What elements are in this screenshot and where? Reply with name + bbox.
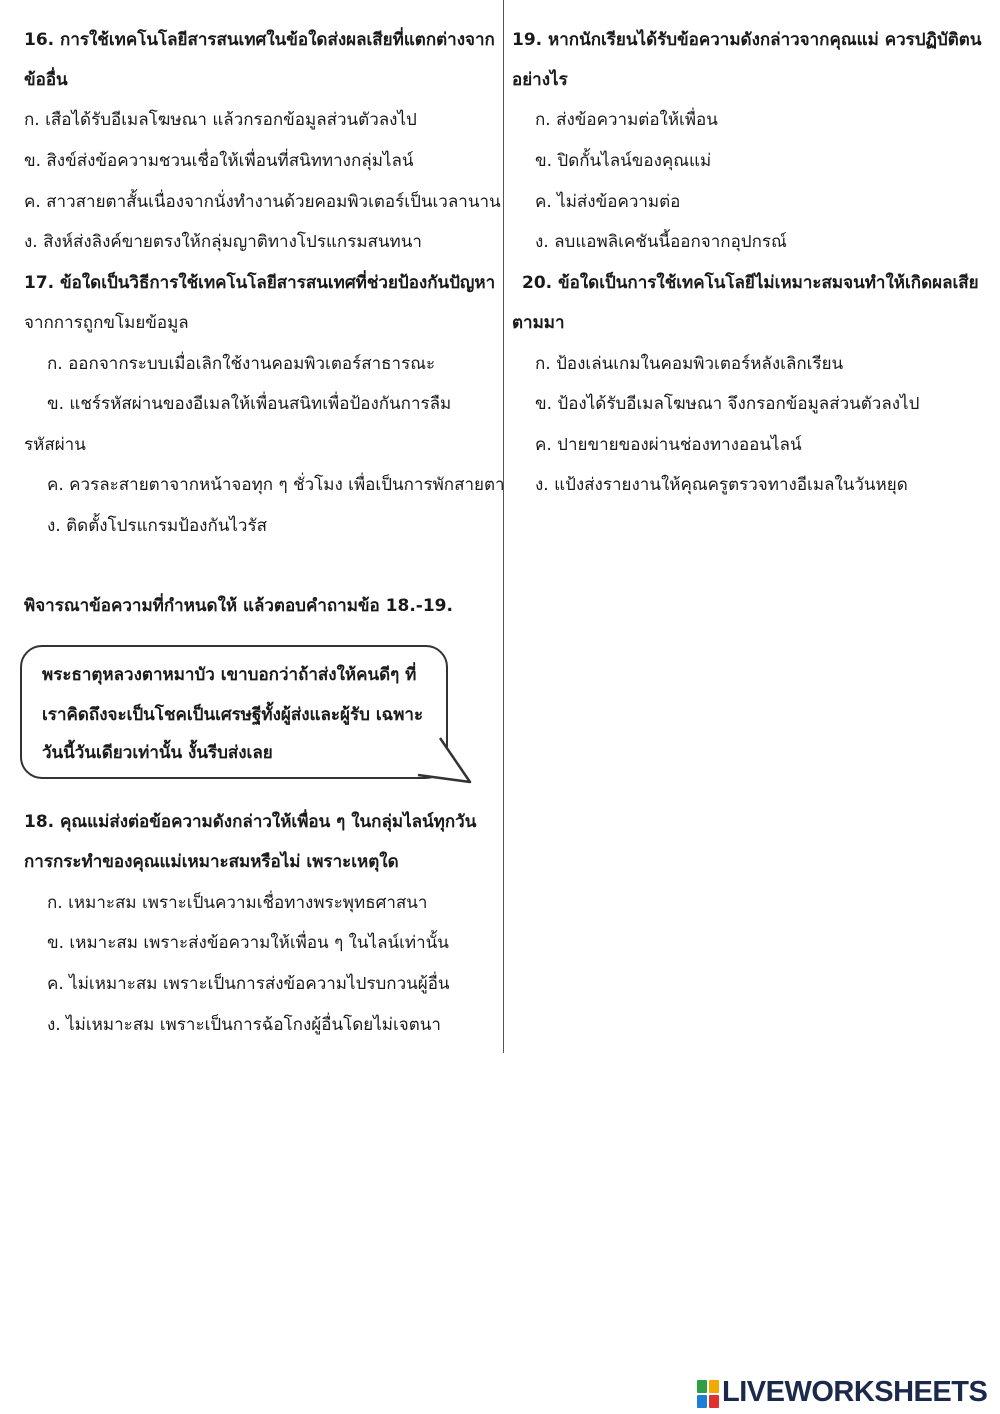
q18-question-line2: การกระทำของคุณแม่เหมาะสมหรือไม่ เพราะเหตุใด <box>24 852 399 872</box>
q19-option-c[interactable]: ค. ไม่ส่งข้อความต่อ <box>535 192 681 212</box>
q17-option-a[interactable]: ก. ออกจากระบบเมื่อเลิกใช้งานคอมพิวเตอร์สาธารณะ <box>47 354 436 374</box>
q18-option-a[interactable]: ก. เหมาะสม เพราะเป็นความเชื่อทางพระพุทธศาสนา <box>47 893 428 913</box>
q16-option-c[interactable]: ค. สาวสายตาสั้นเนื่องจากนั่งทำงานด้วยคอมพิวเตอร์เป็นเวลานาน <box>24 192 501 212</box>
bubble-line3: วันนี้วันเดียวเท่านั้น งั้นรีบส่งเลย <box>42 743 273 763</box>
liveworksheets-logo-icon <box>697 1380 719 1408</box>
q17-question-line2: จากการถูกขโมยข้อมูล <box>24 313 189 333</box>
bubble-line1: พระธาตุหลวงตาหมาบัว เขาบอกว่าถ้าส่งให้คนดีๆ ที่ <box>42 665 417 685</box>
q20-question-line2: ตามมา <box>512 313 565 333</box>
q18-question-line1: 18. คุณแม่ส่งต่อข้อความดังกล่าวให้เพื่อน ๆ ในกลุ่มไลน์ทุกวัน <box>24 812 477 832</box>
column-divider <box>503 0 504 1053</box>
liveworksheets-logo[interactable] <box>697 1374 997 1414</box>
q16-option-b[interactable]: ข. สิงข์ส่งข้อความชวนเชื่อให้เพื่อนที่สนิททางกลุ่มไลน์ <box>24 151 414 171</box>
q17-option-c[interactable]: ค. ควรละสายตาจากหน้าจอทุก ๆ ชั่วโมง เพื่อเป็นการพักสายตา <box>47 475 505 495</box>
q17-option-b-line2[interactable]: รหัสผ่าน <box>24 435 86 455</box>
q16-question-line2: ข้ออื่น <box>24 70 68 90</box>
q20-question-line1: 20. ข้อใดเป็นการใช้เทคโนโลยีไม่เหมาะสมจนทำให้เกิดผลเสีย <box>522 273 979 293</box>
logo-text: LIVEWORKSHEETS <box>722 1376 988 1408</box>
q19-option-a[interactable]: ก. ส่งข้อความต่อให้เพื่อน <box>535 110 718 130</box>
q19-option-b[interactable]: ข. ปิดกั้นไลน์ของคุณแม่ <box>535 151 712 171</box>
q16-option-d[interactable]: ง. สิงห์ส่งลิงค์ขายตรงให้กลุ่มญาติทางโปรแกรมสนทนา <box>24 232 422 252</box>
q16-question-line1: 16. การใช้เทคโนโลยีสารสนเทศในข้อใดส่งผลเสียที่แตกต่างจาก <box>24 30 495 50</box>
bubble-line2: เราคิดถึงจะเป็นโชคเป็นเศรษฐีทั้งผู้ส่งและผู้รับ เฉพาะ <box>42 705 424 725</box>
q18-option-c[interactable]: ค. ไม่เหมาะสม เพราะเป็นการส่งข้อความไปรบกวนผู้อื่น <box>47 974 450 994</box>
q20-option-d[interactable]: ง. แป้งส่งรายงานให้คุณครูตรวจทางอีเมลในวันหยุด <box>535 475 908 495</box>
q19-option-d[interactable]: ง. ลบแอพลิเคชันนี้ออกจากอุปกรณ์ <box>535 232 787 252</box>
q17-question-line1: 17. ข้อใดเป็นวิธีการใช้เทคโนโลยีสารสนเทศที่ช่วยป้องกันปัญหา <box>24 273 496 293</box>
q17-option-b-line1[interactable]: ข. แชร์รหัสผ่านของอีเมลให้เพื่อนสนิทเพื่อป้องกันการลืม <box>47 394 452 414</box>
q18-option-b[interactable]: ข. เหมาะสม เพราะส่งข้อความให้เพื่อน ๆ ในไลน์เท่านั้น <box>47 933 449 953</box>
q20-option-c[interactable]: ค. ปายขายของผ่านช่องทางออนไลน์ <box>535 435 802 455</box>
q18-option-d[interactable]: ง. ไม่เหมาะสม เพราะเป็นการฉ้อโกงผู้อื่นโดยไม่เจตนา <box>47 1015 441 1035</box>
q19-question-line1: 19. หากนักเรียนได้รับข้อความดังกล่าวจากคุณแม่ ควรปฏิบัติตน <box>512 30 982 50</box>
q20-option-a[interactable]: ก. ป้องเล่นเกมในคอมพิวเตอร์หลังเลิกเรียน <box>535 354 844 374</box>
instruction-text: พิจารณาข้อความที่กำหนดให้ แล้วตอบคำถามข้อ 18.-19. <box>24 596 453 616</box>
q16-option-a[interactable]: ก. เสือได้รับอีเมลโฆษณา แล้วกรอกข้อมูลส่วนตัวลงไป <box>24 110 417 130</box>
q17-option-d[interactable]: ง. ติดตั้งโปรแกรมป้องกันไวรัส <box>47 516 267 536</box>
q19-question-line2: อย่างไร <box>512 70 568 90</box>
q20-option-b[interactable]: ข. ป้องได้รับอีเมลโฆษณา จึงกรอกข้อมูลส่วนตัวลงไป <box>535 394 920 414</box>
